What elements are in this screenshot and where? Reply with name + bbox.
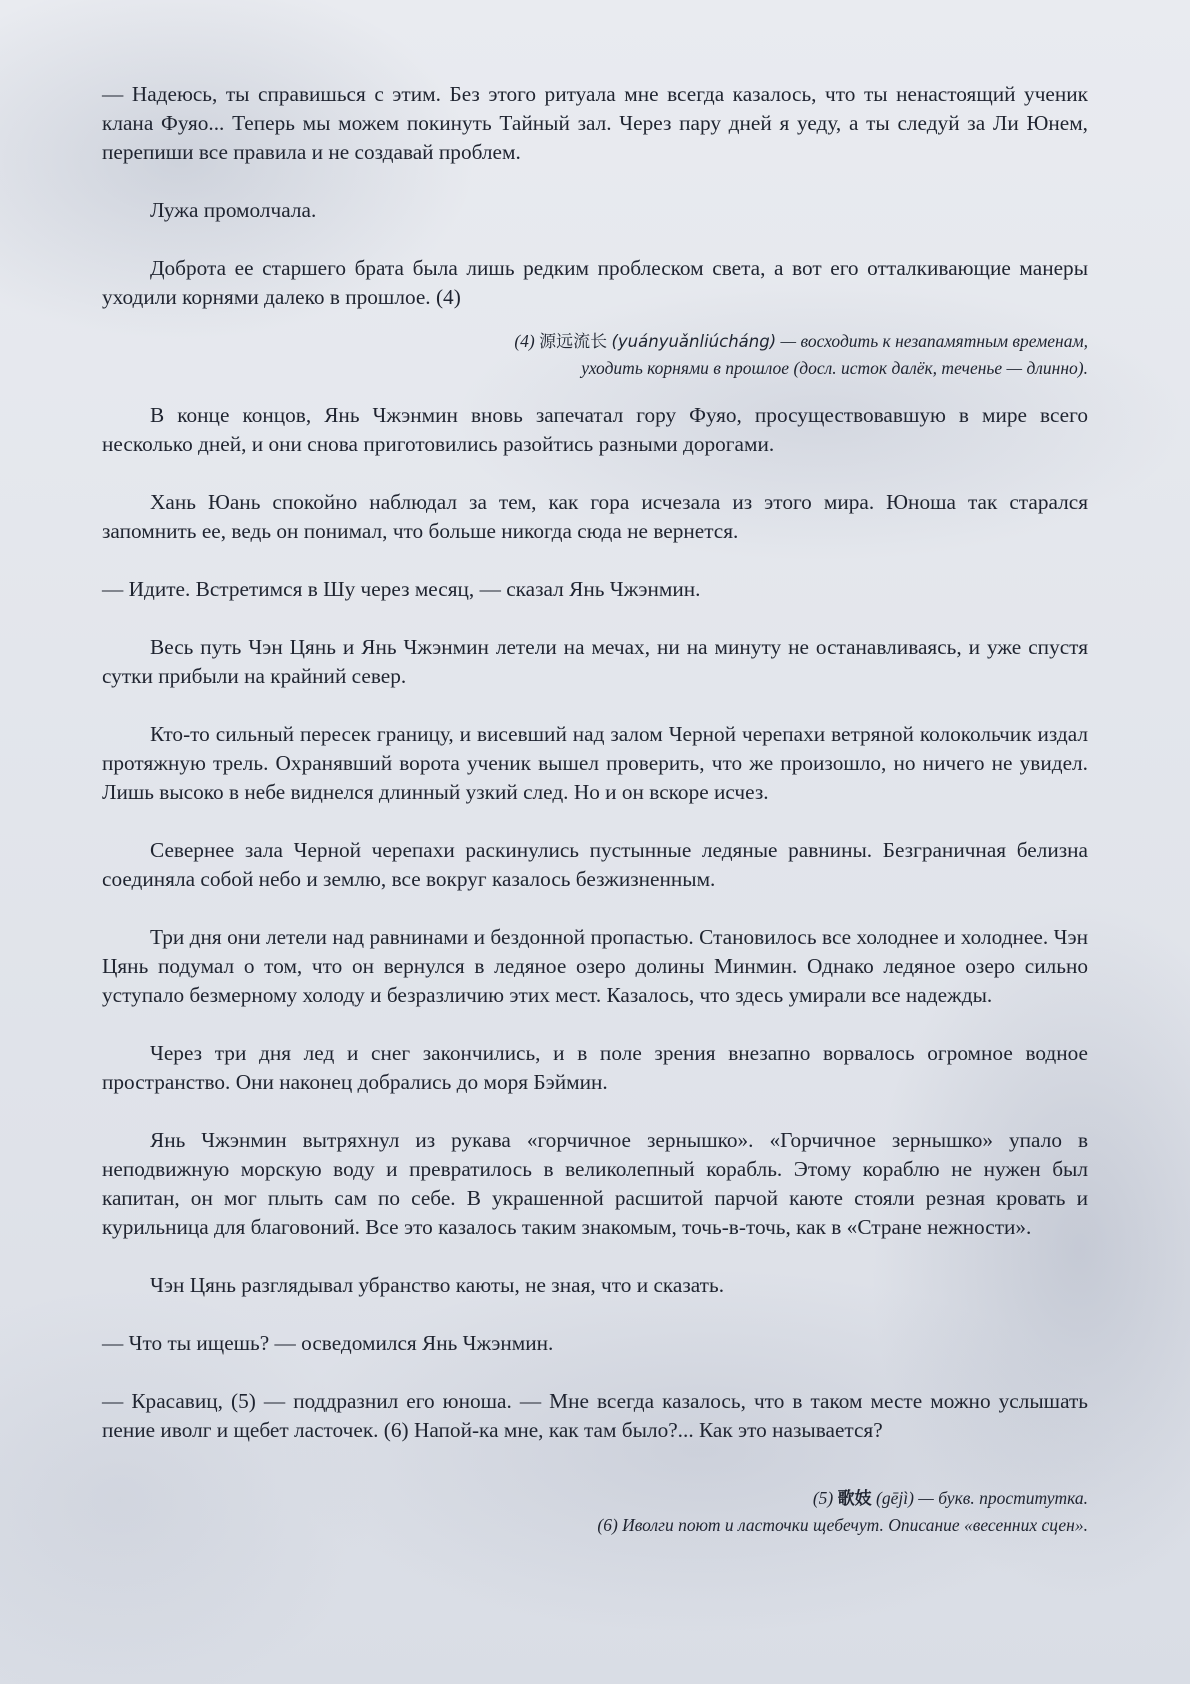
paragraph-11: Через три дня лед и снег закончились, и в поле зрения внезапно ворвалось огромное водное пространство. Они наконец добрались до моря Бэймин. [102, 1041, 1088, 1094]
footnote-5-pinyin: (gējì) [876, 1488, 914, 1508]
paragraph-9: Севернее зала Черной черепахи раскинулись пустынные ледяные равнины. Безграничная белизна соединяла собой небо и землю, все вокруг казалось безжизненным. [102, 838, 1088, 891]
footnote-5-number: (5) [812, 1488, 834, 1508]
footnote-6: (6) Иволги поют и ласточки щебечут. Описание «весенних сцен». [597, 1515, 1088, 1535]
paragraph-13: Чэн Цянь разглядывал убранство каюты, не зная, что и сказать. [150, 1273, 725, 1297]
paragraph-4: В конце концов, Янь Чжэнмин вновь запечатал гору Фуяо, просуществовавшую в мире всего несколько дней, и они снова приготовились разойтись разными дорогами. [102, 403, 1088, 456]
paragraph-3: Доброта ее старшего брата была лишь редким проблеском света, а вот его отталкивающие манеры уходили корнями далеко в прошлое. (4) [102, 256, 1088, 309]
footnote-4-text-1: — восходить к незапамятным временам, [780, 331, 1088, 351]
paragraph-1: — Надеюсь, ты справишься с этим. Без этого ритуала мне всегда казалось, что ты ненастоящий ученик клана Фуяо... Теперь мы можем покинуть Тайный зал. Через пару дней я уеду, а ты следуй за Ли Юнем, перепиши все правила и не создавай проблем. [102, 82, 1088, 164]
footnotes-5-6 [102, 1485, 1088, 1538]
footnote-4-text-2: уходить корнями в прошлое (досл. исток далёк, теченье — длинно). [581, 358, 1088, 378]
paragraph-5: Хань Юань спокойно наблюдал за тем, как гора исчезала из этого мира. Юноша так старался запомнить ее, ведь он понимал, что больше никогда сюда не вернется. [102, 490, 1088, 543]
footnote-4-pinyin: (yuányuǎnliúcháng) [611, 332, 777, 351]
footnote-4 [102, 328, 1088, 381]
footnote-4-number: (4) [514, 331, 535, 351]
footnote-5-text: — букв. проститутка. [918, 1488, 1088, 1508]
paragraph-14: — Что ты ищешь? — осведомился Янь Чжэнмин. [102, 1331, 554, 1355]
paragraph-2: Лужа промолчала. [150, 198, 317, 222]
paragraph-10: Три дня они летели над равнинами и бездонной пропастью. Становилось все холоднее и холоднее. Чэн Цянь подумал о том, что он вернулся в ледяное озеро долины Минмин. Однако ледяное озеро сильно уступало безмерному холоду и безразличию этих мест. Казалось, что здесь умирали все надежды. [102, 925, 1088, 1007]
footnote-5-hanzi: 歌妓 [837, 1489, 872, 1509]
paragraph-6: — Идите. Встретимся в Шу через месяц, — сказал Янь Чжэнмин. [102, 577, 701, 601]
paragraph-12: Янь Чжэнмин вытряхнул из рукава «горчичное зернышко». «Горчичное зернышко» упало в неподвижную морскую воду и превратилось в великолепный корабль. Этому кораблю не нужен был капитан, он мог плыть сам по себе. В украшенной расшитой парчой каюте стояли резная кровать и курильница для благовоний. Все это казалось таким знакомым, точь-в-точь, как в «Стране нежности». [102, 1128, 1088, 1239]
paragraph-15: — Красавиц, (5) — поддразнил его юноша. — Мне всегда казалось, что в таком месте можно услышать пение иволг и щебет ласточек. (6) Напой-ка мне, как там было?... Как это называется? [102, 1389, 1088, 1442]
footnote-4-line-1 [102, 328, 1088, 355]
paragraph-7: Весь путь Чэн Цянь и Янь Чжэнмин летели на мечах, ни на минуту не останавливаясь, и уже спустя сутки прибыли на крайний север. [102, 635, 1088, 688]
document-page [102, 80, 1088, 1538]
footnote-5 [102, 1485, 1088, 1512]
paragraph-8: Кто-то сильный пересек границу, и висевший над залом Черной черепахи ветряной колокольчик издал протяжную трель. Охранявший ворота ученик вышел проверить, что же произошло, но ничего не увидел. Лишь высоко в небе виднелся длинный узкий след. Но и он вскоре исчез. [102, 722, 1088, 804]
footnote-4-hanzi: 源远流长 [539, 332, 608, 352]
